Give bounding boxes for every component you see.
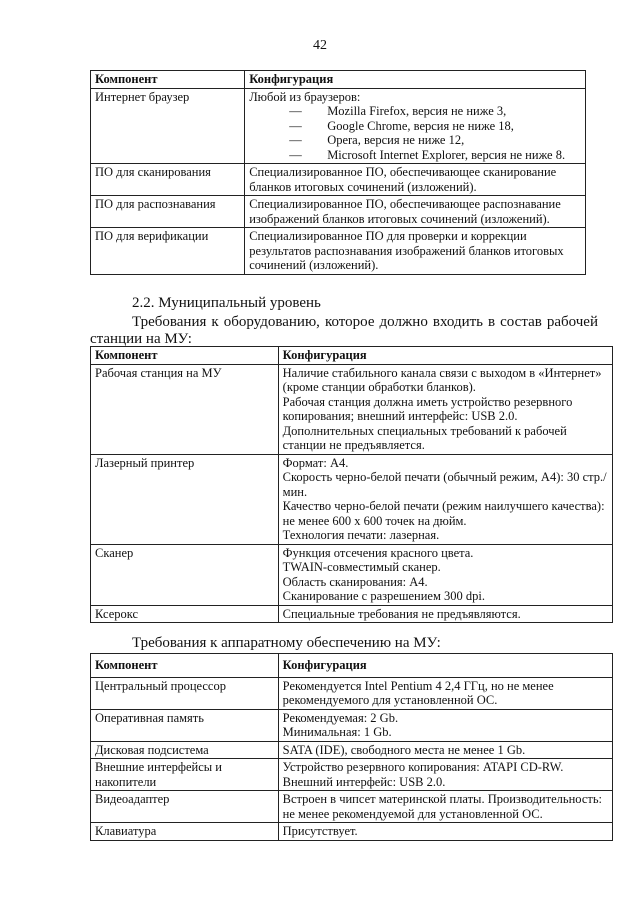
configuration-cell: Специализированное ПО, обеспечивающее распознавание изображений бланков итоговых сочинений (изложений). xyxy=(245,196,586,228)
configuration-cell xyxy=(278,677,612,709)
dash-marker: — xyxy=(289,104,302,118)
component-cell: Оперативная память xyxy=(91,709,279,741)
config-line: Специальные требования не предъявляются. xyxy=(282,606,521,621)
header-component: Компонент xyxy=(91,654,279,678)
header-configuration: Конфигурация xyxy=(278,654,612,678)
table-row xyxy=(91,454,613,544)
section-title: 2.2. Муниципальный уровень xyxy=(132,295,321,311)
component-cell: Ксерокс xyxy=(91,605,279,623)
configuration-cell xyxy=(278,544,612,605)
config-line: TWAIN-совместимый сканер. xyxy=(282,560,441,574)
config-line: Устройство резервного копирования: ATAPI CD-RW. xyxy=(282,760,564,774)
configuration-cell: Специализированное ПО, обеспечивающее сканирование бланков итоговых сочинений (изложений). xyxy=(245,164,586,196)
table-row xyxy=(91,364,613,454)
dash-marker: — xyxy=(289,118,302,133)
table-row xyxy=(91,88,586,164)
hardware-table xyxy=(90,653,613,841)
table-row xyxy=(91,605,613,623)
browser-item: Microsoft Internet Explorer, версия не ниже 8. xyxy=(327,147,566,162)
component-cell: Сканер xyxy=(91,544,279,605)
browser-item: Opera, версия не ниже 12, xyxy=(327,133,465,147)
table-row xyxy=(91,741,613,759)
equipment-table xyxy=(90,346,613,623)
browser-item: Mozilla Firefox, версия не ниже 3, xyxy=(327,104,507,118)
table-row xyxy=(91,164,586,196)
config-line: Сканирование с разрешением 300 dpi. xyxy=(282,589,485,603)
component-cell: Интернет браузер xyxy=(91,88,245,164)
dash-marker: — xyxy=(289,133,302,147)
table-row xyxy=(91,544,613,605)
component-cell: Лазерный принтер xyxy=(91,454,279,544)
table-row xyxy=(91,791,613,823)
list-item xyxy=(249,119,582,134)
config-line: Область сканирования: А4. xyxy=(282,574,428,589)
configuration-cell xyxy=(278,709,612,741)
table-row xyxy=(91,228,586,275)
config-line: Внешний интерфейс: USB 2.0. xyxy=(282,774,446,789)
header-component: Компонент xyxy=(91,347,279,365)
config-line: Присутствует. xyxy=(282,824,358,838)
config-line: Рекомендуется Intel Pentium 4 2,4 ГГц, но не менее рекомендуемого для установленной ОС. xyxy=(282,678,554,707)
config-line: Формат: А4. xyxy=(282,455,349,470)
component-cell: Внешние интерфейсы и накопители xyxy=(91,759,279,791)
list-item xyxy=(249,133,582,148)
table-row xyxy=(91,823,613,841)
config-line: SATA (IDE), свободного места не менее 1 Gb. xyxy=(282,742,526,757)
component-cell: Центральный процессор xyxy=(91,677,279,709)
configuration-cell xyxy=(278,759,612,791)
header-configuration: Конфигурация xyxy=(245,71,586,89)
software-table xyxy=(90,70,586,275)
component-cell: Видеоадаптер xyxy=(91,791,279,823)
component-cell: Рабочая станция на МУ xyxy=(91,364,279,454)
header-component: Компонент xyxy=(91,71,245,89)
table-header-row xyxy=(91,71,586,89)
browser-intro: Любой из браузеров: xyxy=(249,89,361,104)
header-configuration: Конфигурация xyxy=(278,347,612,365)
configuration-cell xyxy=(278,823,612,841)
config-line: Функция отсечения красного цвета. xyxy=(282,545,474,560)
config-line: Скорость черно-белой печати (обычный режим, А4): 30 стр./мин. xyxy=(282,470,607,499)
config-line: Дополнительных специальных требований к рабочей станции не предъявляется. xyxy=(282,423,567,452)
configuration-cell xyxy=(245,88,586,164)
browser-item: Google Chrome, версия не ниже 18, xyxy=(327,118,514,133)
table-row xyxy=(91,759,613,791)
equipment-intro-line1: Требования к оборудованию, которое должно входить в состав рабочей xyxy=(132,314,598,330)
configuration-cell xyxy=(278,454,612,544)
list-item xyxy=(249,104,582,119)
config-line: Встроен в чипсет материнской платы. Производительность: не менее рекомендуемой для установленной ОС. xyxy=(282,792,602,821)
component-cell: ПО для распознавания xyxy=(91,196,245,228)
configuration-cell xyxy=(278,364,612,454)
table-header-row xyxy=(91,347,613,365)
component-cell: Дисковая подсистема xyxy=(91,741,279,759)
component-cell: Клавиатура xyxy=(91,823,279,841)
config-line: Наличие стабильного канала связи с выходом в «Интернет» (кроме станции обработки бланков). xyxy=(282,365,602,394)
config-line: Рекомендуемая: 2 Gb. xyxy=(282,710,399,725)
config-line: Технология печати: лазерная. xyxy=(282,528,440,542)
list-item xyxy=(249,148,582,163)
table-row xyxy=(91,196,586,228)
table-header-row xyxy=(91,654,613,678)
component-cell: ПО для сканирования xyxy=(91,164,245,196)
hardware-intro: Требования к аппаратному обеспечению на МУ: xyxy=(132,635,441,651)
table-row xyxy=(91,709,613,741)
page-number: 42 xyxy=(313,38,327,53)
config-line: Рабочая станция должна иметь устройство резервного копирования; внешний интерфейс: USB 2.0. xyxy=(282,394,573,423)
dash-marker: — xyxy=(289,147,302,162)
configuration-cell xyxy=(278,741,612,759)
config-line: Минимальная: 1 Gb. xyxy=(282,725,392,739)
configuration-cell: Специализированное ПО для проверки и коррекции результатов распознавания изображений бланков итоговых сочинений (изложений). xyxy=(245,228,586,275)
configuration-cell xyxy=(278,791,612,823)
configuration-cell xyxy=(278,605,612,623)
equipment-intro-line2: станции на МУ: xyxy=(90,331,192,347)
config-line: Качество черно-белой печати (режим наилучшего качества): не менее 600 х 600 точек на дюйм. xyxy=(282,499,605,528)
component-cell: ПО для верификации xyxy=(91,228,245,275)
table-row xyxy=(91,677,613,709)
